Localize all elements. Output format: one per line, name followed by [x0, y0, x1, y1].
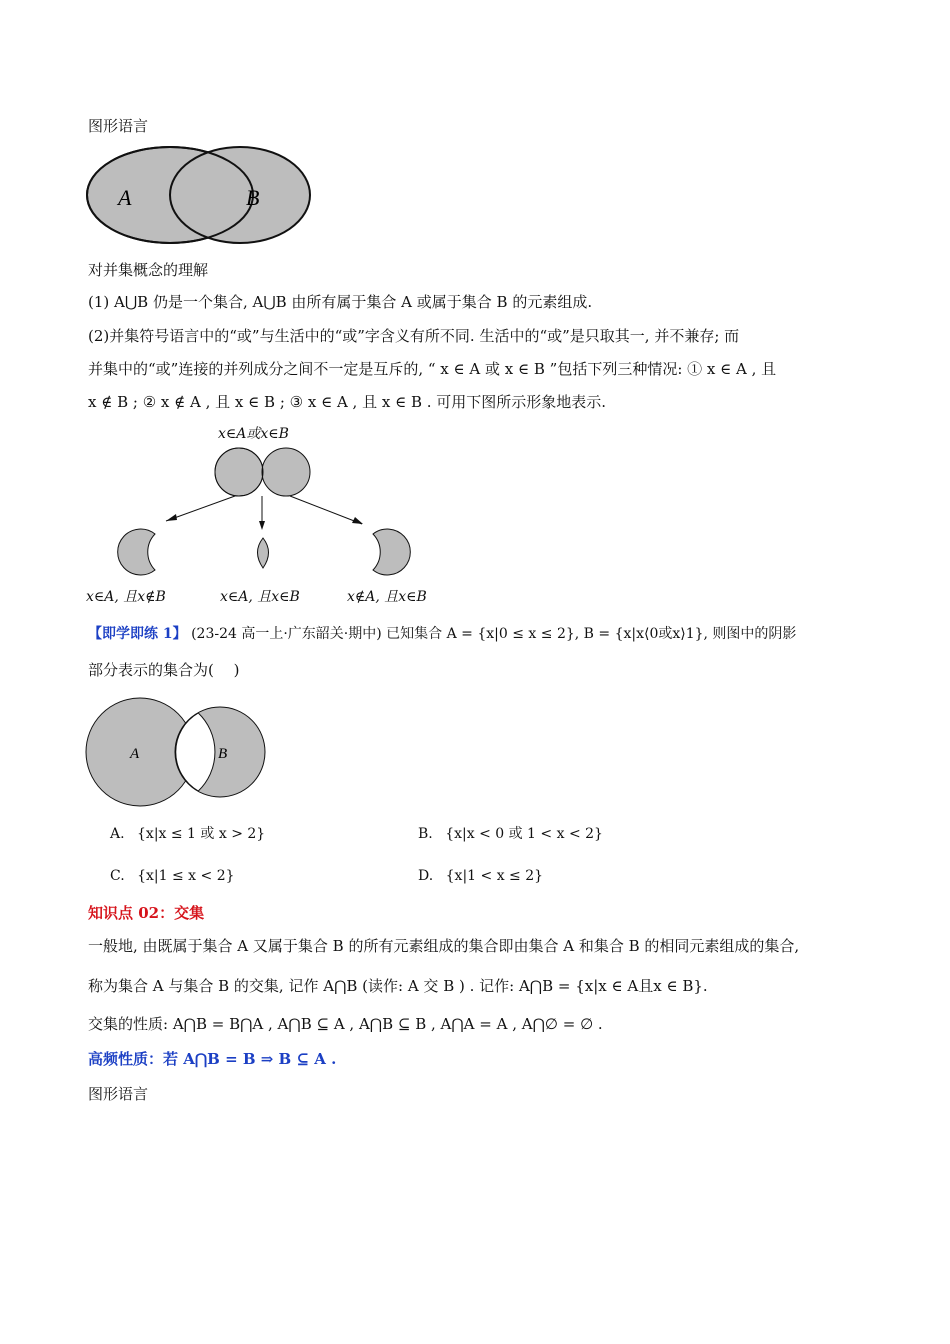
understanding-point-1: (1) A⋃B 仍是一个集合, A⋃B 由所有属于集合 A 或属于集合 B 的元素组成. — [88, 293, 593, 311]
exercise-stem: 已知集合 A = {x|0 ≤ x ≤ 2}, B = {x|x⟨0或x⟩1}, 则图中的阴影 — [386, 626, 797, 642]
option-d[interactable] — [418, 866, 543, 886]
option-b-text: {x|x < 0 或 1 < x < 2} — [445, 826, 603, 842]
exercise-source: (23-24 高一上·广东韶关·期中) — [191, 626, 382, 642]
option-b[interactable] — [418, 824, 603, 844]
intersection-properties: 交集的性质: A⋂B = B⋂A , A⋂B ⊆ A , A⋂B ⊆ B , A⋂A = A , A⋂∅ = ∅ . — [88, 1015, 603, 1033]
figure-heading-1: 图形语言 — [88, 117, 149, 135]
understanding-point-2-line-2: 并集中的“或”连接的并列成分之间不一定是互斥的, “ x ∈ A 或 x ∈ B ”包括下列三种情况: ① x ∈ A , 且 — [88, 360, 777, 378]
venn-circle-b — [170, 147, 310, 243]
intersection-definition-line-2: 称为集合 A 与集合 B 的交集, 记作 A⋂B (读作: A 交 B ) . 记作: A⋂B = {x|x ∈ A且x ∈ B}. — [88, 977, 708, 995]
figure-heading-2: 图形语言 — [88, 1085, 149, 1103]
option-b-key: B. — [418, 826, 433, 842]
option-a-text: {x|x ≤ 1 或 x > 2} — [137, 826, 266, 842]
exercise-venn-label-b: B — [218, 746, 228, 762]
option-c-key: C. — [110, 868, 125, 884]
exercise-venn-label-a: A — [130, 746, 140, 762]
three-case-diagram — [118, 448, 411, 575]
understanding-point-2-line-1: (2)并集符号语言中的“或”与生活中的“或”字含义有所不同. 生活中的“或”是只取其一, 并不兼存; 而 — [88, 327, 740, 345]
exercise-tag: 【即学即练 1】 — [88, 626, 187, 642]
understanding-point-2-line-3: x ∉ B ; ② x ∉ A , 且 x ∈ B ; ③ x ∈ A , 且 x ∈ B . 可用下图所示形象地表示. — [88, 393, 607, 411]
option-c-text: {x|1 ≤ x < 2} — [137, 868, 235, 884]
understanding-title: 对并集概念的理解 — [88, 261, 209, 279]
exercise-venn — [86, 698, 265, 806]
option-d-key: D. — [418, 868, 434, 884]
option-a[interactable] — [110, 824, 265, 844]
section-heading-intersection: 知识点 02：交集 — [88, 904, 205, 922]
exercise-stem-line-2: 部分表示的集合为( ) — [88, 661, 240, 679]
venn-label-a: A — [118, 185, 132, 210]
option-d-text: {x|1 < x ≤ 2} — [445, 868, 544, 884]
intersection-definition-line-1: 一般地, 由既属于集合 A 又属于集合 B 的所有元素组成的集合即由集合 A 和集合 B 的相同元素组成的集合, — [88, 937, 800, 955]
diagram-case-1: x∈A, 且x∉B — [86, 589, 166, 605]
option-a-key: A. — [110, 826, 125, 842]
diagram-case-2: x∈A, 且x∈B — [220, 589, 300, 605]
venn-label-b: B — [246, 185, 260, 210]
high-frequency-property: 高频性质：若 A⋂B = B ⇒ B ⊆ A . — [88, 1050, 337, 1068]
exercise-line-1 — [88, 624, 796, 644]
diagram-top-label: x∈A或x∈B — [218, 426, 289, 442]
diagram-case-3: x∉A, 且x∈B — [347, 589, 427, 605]
option-c[interactable] — [110, 866, 235, 886]
